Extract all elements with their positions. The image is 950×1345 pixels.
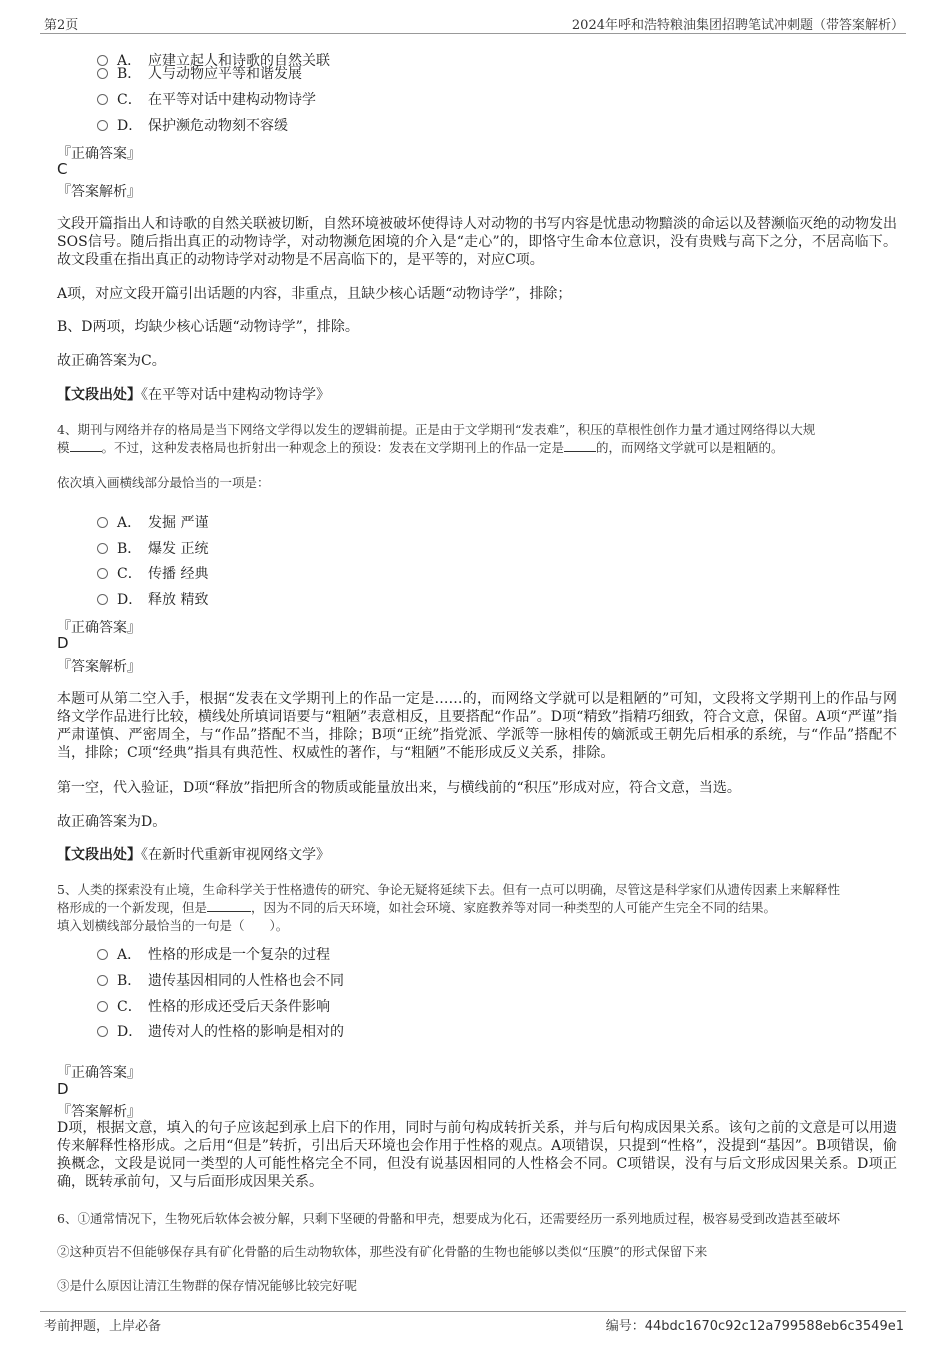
q3-option-d[interactable]: D． 保护濒危动物刻不容缓 [97,115,288,135]
analysis-label: 『答案解析』 [57,184,141,200]
document-code: 编号：44bdc1670c92c12a799588eb6c3549e1 [605,1319,904,1334]
source-citation: 【文段出处】《在平等对话中建构动物诗学》 [57,387,330,403]
radio-icon[interactable] [97,1026,108,1037]
fill-blank [564,439,596,452]
answer-label: 『正确答案』 [57,146,141,162]
q3-option-a[interactable]: A． 应建立起人和诗歌的自然关联 [97,50,330,70]
analysis-paragraph: B、D两项，均缺少核心话题“动物诗学”，排除。 [57,319,359,335]
analysis-label: 『答案解析』 [57,659,141,675]
analysis-paragraph: 故正确答案为C。 [57,353,166,369]
analysis-paragraph: A项，对应文段开篇引出话题的内容，非重点，且缺少核心话题“动物诗学”，排除； [57,286,572,302]
radio-icon[interactable] [97,68,108,79]
radio-icon[interactable] [97,1001,108,1012]
analysis-paragraph: 文段开篇指出人和诗歌的自然关联被切断，自然环境被破坏使得诗人对动物的书写内容是忧患动物黯淡的命运以及替濒临灭绝的动物发出SOS信号。随后指出真正的动物诗学，对动物濒危困境的介入是“走心”的，即恪守生命本位意识，没有贵贱与高下之分，不居高临下。故文段重在指出真正的动物诗学对动物是不居高临下的，是平等的，对应C项。 [57,216,897,268]
header-divider [40,33,906,34]
radio-icon[interactable] [97,517,108,528]
analysis-paragraph: 第一空，代入验证，D项“释放”指把所含的物质或能量放出来，与横线前的“积压”形成对应，符合文意，当选。 [57,780,741,796]
document-title: 2024年呼和浩特粮油集团招聘笔试冲刺题（带答案解析） [571,18,904,33]
question-prompt: 填入划横线部分最恰当的一句是（ ）。 [57,918,289,933]
question-stem: 4、期刊与网络并存的格局是当下网络文学得以发生的逻辑前提。正是由于文学期刊“发表难”，积压的草根性创作力量才通过网络得以大规 模 。不过，这种发表格局也折射出一种观念上的预设：发表在文学期刊上的作品一定是 的，而网络文学就可以是粗陋的。 [57,422,816,455]
analysis-label: 『答案解析』 [57,1104,141,1120]
q5-option-a[interactable]: A． 性格的形成是一个复杂的过程 [97,944,330,964]
radio-icon[interactable] [97,120,108,131]
analysis-paragraph: 故正确答案为D。 [57,814,167,830]
footer-slogan: 考前押题，上岸必备 [44,1319,162,1334]
q4-option-a[interactable]: A． 发掘 严谨 [97,512,208,532]
answer-value: D [57,1080,69,1098]
fill-blank [70,439,102,452]
analysis-paragraph: 本题可从第二空入手，根据“发表在文学期刊上的作品一定是……的，而网络文学就可以是粗陋的”可知，文段将文学期刊上的作品与网络文学作品进行比较，横线处所填词语要与“粗陋”表意相反，且要搭配“作品”。D项“精致”指精巧细致，符合文意，保留。A项“严谨”指严肃谨慎、严密周全，与“作品”搭配不当，排除；B项“正统”指党派、学派等一脉相传的嫡派或王朝先后相承的系统，与“作品”搭配不当，排除；C项“经典”指具有典范性、权威性的著作，与“粗陋”不能形成反义关系，排除。 [57,691,897,761]
answer-label: 『正确答案』 [57,1065,141,1081]
q5-option-c[interactable]: C． 性格的形成还受后天条件影响 [97,996,330,1016]
radio-icon[interactable] [97,543,108,554]
source-citation: 【文段出处】《在新时代重新审视网络文学》 [57,847,330,863]
analysis-paragraph: D项，根据文意，填入的句子应该起到承上启下的作用，同时与前句构成转折关系，并与后句构成因果关系。该句之前的文意是可以用遗传来解释性格形成。之后用“但是”转折，引出后天环境也会作用于性格的观点。A项错误，只提到“性格”，没提到“基因”。B项错误，偷换概念，文段是说同一类型的人可能性格完全不同，但没有说基因相同的人性格会不同。C项错误，没有与后文形成因果关系。D项正确，既转承前句，又与后面形成因果关系。 [57,1120,897,1190]
q3-option-c[interactable]: C． 在平等对话中建构动物诗学 [97,89,316,109]
radio-icon[interactable] [97,949,108,960]
question-statement: ②这种页岩不但能够保存具有矿化骨骼的后生动物软体，那些没有矿化骨骼的生物也能够以类似“压膜”的形式保留下来 [57,1244,708,1259]
radio-icon[interactable] [97,594,108,605]
q3-option-b[interactable]: B． 人与动物应平等和谐发展 [97,63,302,83]
radio-icon[interactable] [97,568,108,579]
question-stem: 6、①通常情况下，生物死后软体会被分解，只剩下坚硬的骨骼和甲壳，想要成为化石，还需要经历一系列地质过程，极容易受到改造甚至破坏 [57,1211,840,1226]
q4-option-d[interactable]: D． 释放 精致 [97,589,208,609]
radio-icon[interactable] [97,975,108,986]
answer-value: C [57,160,68,178]
question-stem: 5、人类的探索没有止境，生命科学关于性格遗传的研究、争论无疑将延续下去。但有一点可以明确，尽管这是科学家们从遗传因素上来解释性 格形成的一个新发现，但是 ，因为不同的后天环境，如社会环境、家庭教养等对同一种类型的人可能产生完全不同的结果。 [57,882,840,915]
page-number: 第2页 [44,18,79,33]
q5-option-b[interactable]: B． 遗传基因相同的人性格也会不同 [97,970,344,990]
question-statement: ③是什么原因让清江生物群的保存情况能够比较完好呢 [57,1278,358,1293]
radio-icon[interactable] [97,94,108,105]
answer-value: D [57,634,69,652]
fill-blank [207,899,251,912]
question-prompt: 依次填入画横线部分最恰当的一项是： [57,475,270,490]
q4-option-b[interactable]: B． 爆发 正统 [97,538,208,558]
q4-option-c[interactable]: C． 传播 经典 [97,563,208,583]
answer-label: 『正确答案』 [57,620,141,636]
footer-divider [40,1311,906,1312]
q5-option-d[interactable]: D． 遗传对人的性格的影响是相对的 [97,1021,344,1041]
